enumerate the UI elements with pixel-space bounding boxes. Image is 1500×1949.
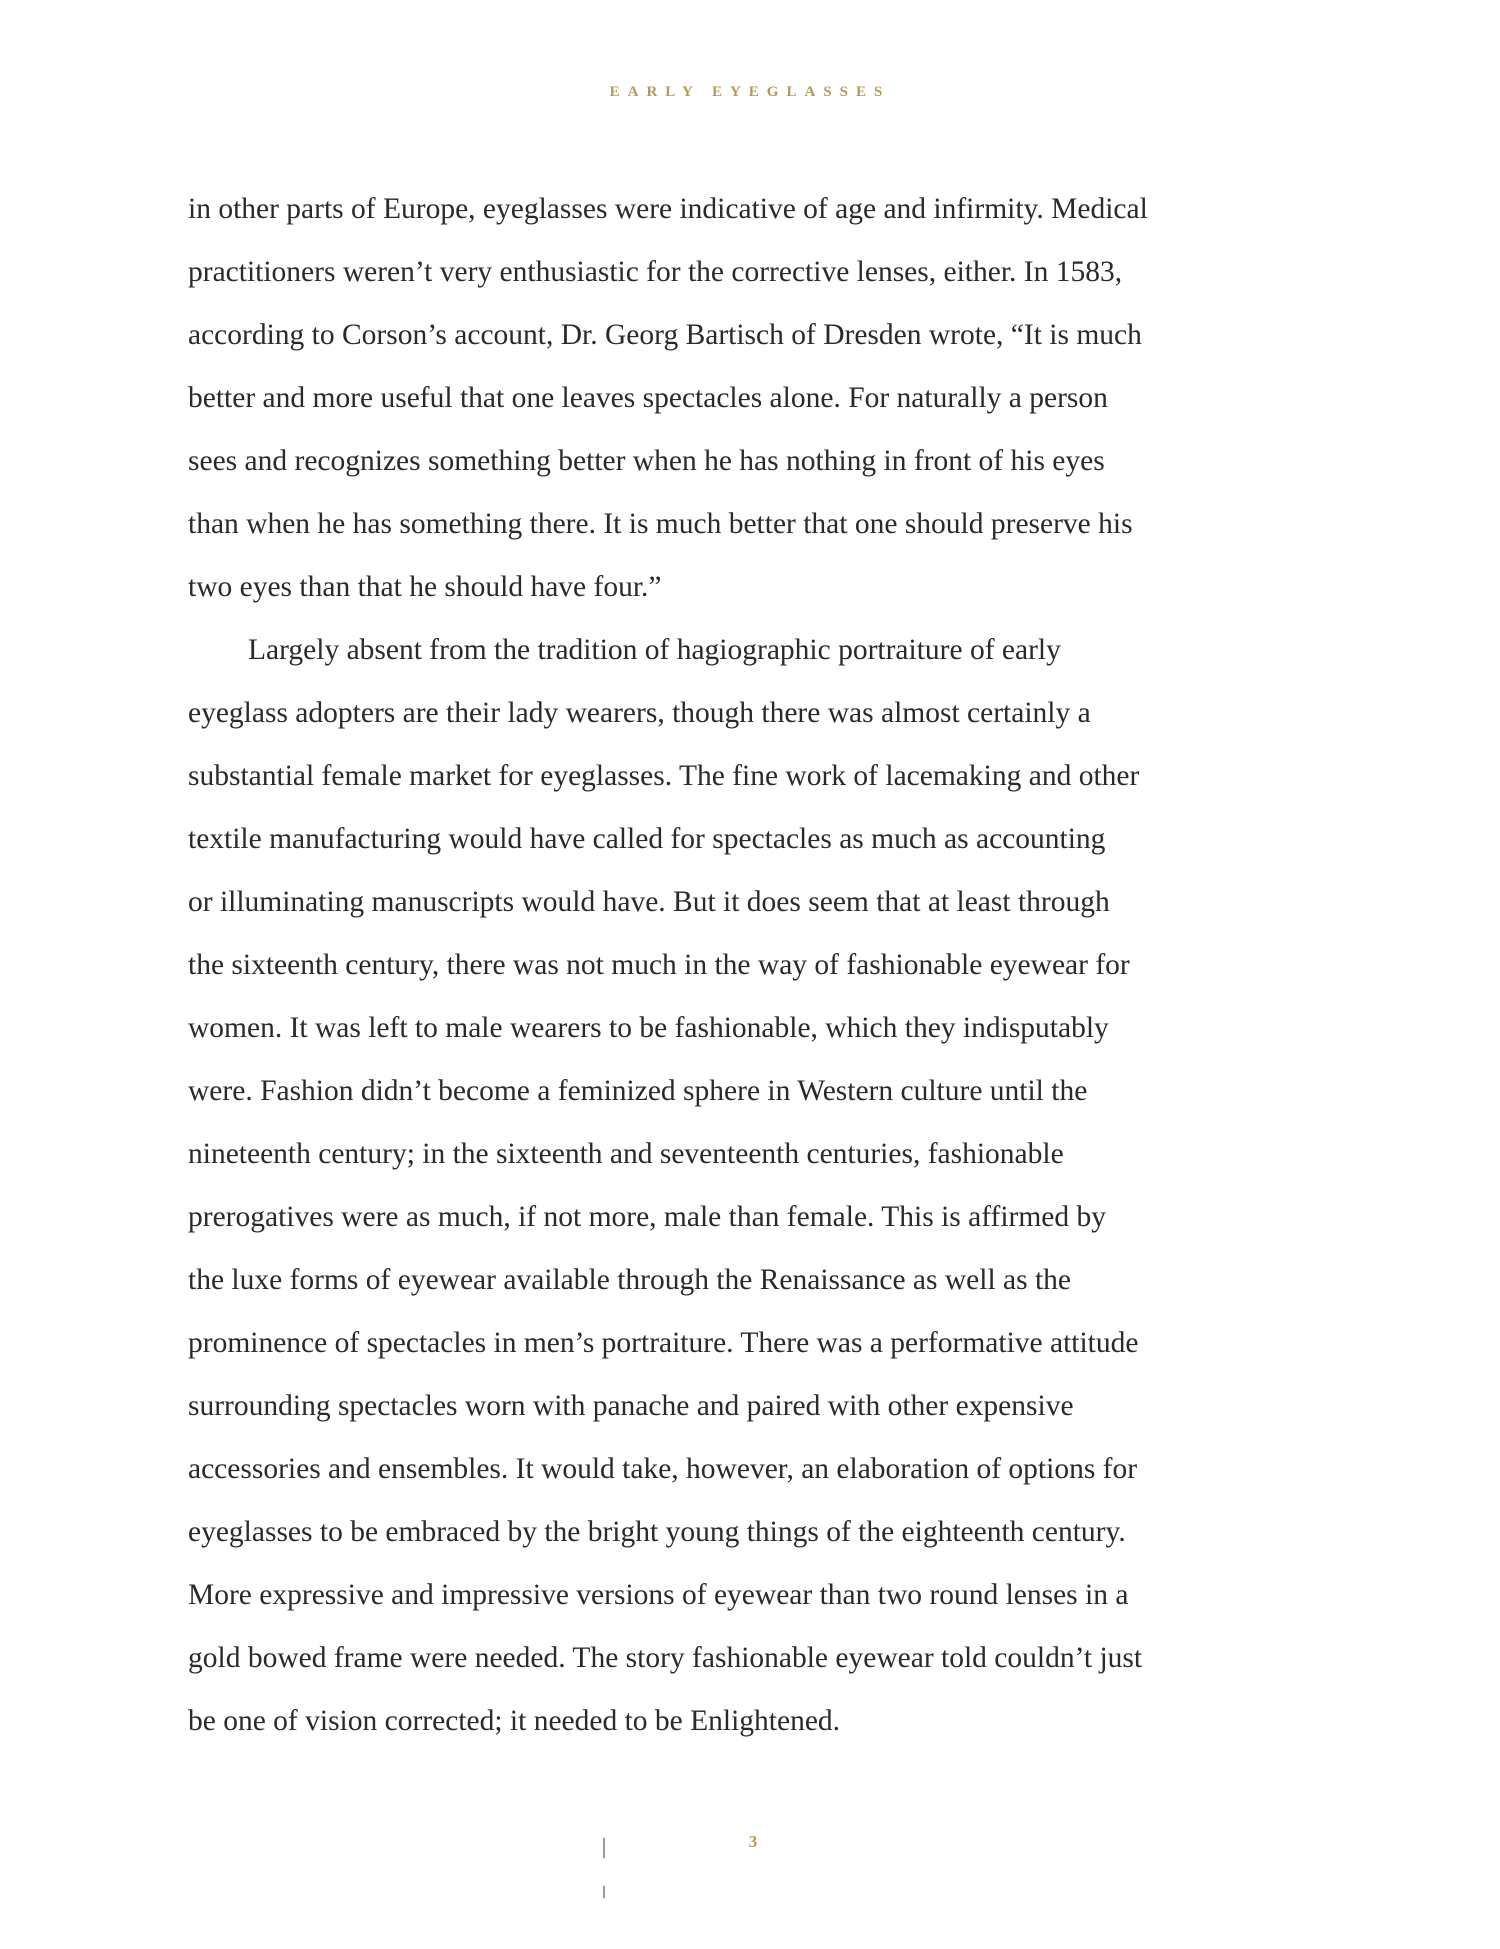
text-line: prerogatives were as much, if not more, male than female. This is affirmed by <box>188 1201 1107 1233</box>
text-line: eyeglasses to be embraced by the bright young things of the eighteenth century. <box>188 1516 1126 1548</box>
paragraph-2 <box>188 619 1308 1753</box>
text-line: or illuminating manuscripts would have. But it does seem that at least through <box>188 886 1110 918</box>
text-line: accessories and ensembles. It would take, however, an elaboration of options for <box>188 1453 1138 1485</box>
text-line: in other parts of Europe, eyeglasses were indicative of age and infirmity. Medical <box>188 193 1148 225</box>
paragraph-1 <box>188 178 1308 619</box>
text-line: prominence of spectacles in men’s portraiture. There was a performative attitude <box>188 1327 1139 1359</box>
running-head: EARLY EYEGLASSES <box>609 84 891 100</box>
text-line: sees and recognizes something better when he has nothing in front of his eyes <box>188 445 1105 477</box>
text-line: than when he has something there. It is much better that one should preserve his <box>188 508 1133 540</box>
text-line: More expressive and impressive versions of eyewear than two round lenses in a <box>188 1579 1129 1611</box>
text-line: textile manufacturing would have called for spectacles as much as accounting <box>188 823 1106 855</box>
text-line: eyeglass adopters are their lady wearers, though there was almost certainly a <box>188 697 1091 729</box>
scan-artifact <box>603 1886 605 1898</box>
text-line: were. Fashion didn’t become a feminized sphere in Western culture until the <box>188 1075 1088 1107</box>
text-line: be one of vision corrected; it needed to be Enlightened. <box>188 1705 841 1737</box>
text-line: the luxe forms of eyewear available through the Renaissance as well as the <box>188 1264 1072 1296</box>
text-line: two eyes than that he should have four.” <box>188 571 662 603</box>
text-line: gold bowed frame were needed. The story fashionable eyewear told couldn’t just <box>188 1642 1143 1674</box>
text-line: according to Corson’s account, Dr. Georg Bartisch of Dresden wrote, “It is much <box>188 319 1142 351</box>
text-line: practitioners weren’t very enthusiastic for the corrective lenses, either. In 1583, <box>188 256 1123 288</box>
body-text <box>188 178 1308 1753</box>
text-line: nineteenth century; in the sixteenth and seventeenth centuries, fashionable <box>188 1138 1064 1170</box>
text-line: better and more useful that one leaves spectacles alone. For naturally a person <box>188 382 1108 414</box>
text-line: Largely absent from the tradition of hagiographic portraiture of early <box>248 634 1061 666</box>
text-line: women. It was left to male wearers to be fashionable, which they indisputably <box>188 1012 1109 1044</box>
page-number: 3 <box>748 1832 758 1851</box>
text-line: substantial female market for eyeglasses. The fine work of lacemaking and other <box>188 760 1140 792</box>
text-line: the sixteenth century, there was not much in the way of fashionable eyewear for <box>188 949 1130 981</box>
text-line: surrounding spectacles worn with panache and paired with other expensive <box>188 1390 1074 1422</box>
